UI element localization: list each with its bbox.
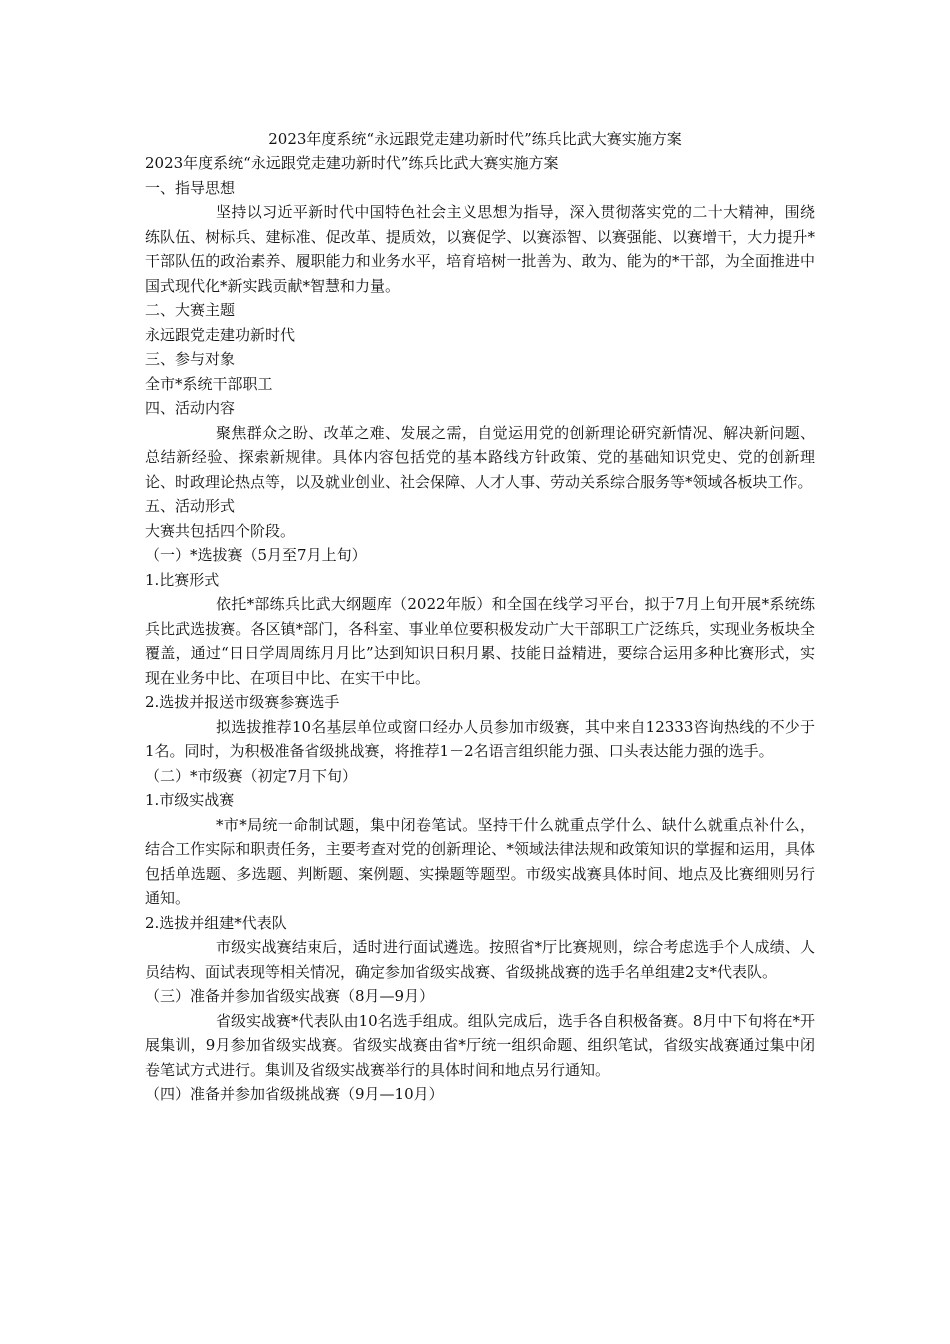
item-heading-form-team: 2.选拔并组建*代表队 [145,913,287,932]
paragraph-guiding-ideology: 坚持以习近平新时代中国特色社会主义思想为指导，深入贯彻落实党的二十大精神，围绕练队伍、树标兵、建标准、促改革、提质效，以赛促学、以赛添智、以赛强能、以赛增干，大力提升*干部队伍的政治素养、履职能力和业务水平，培育培树一批善为、敢为、能为的*干部，为全面推进中国式现代化*新实践贡献*智慧和力量。 [145,203,815,295]
document-body [145,151,815,1107]
stage-heading-provincial-practical: （三）准备并参加省级实战赛（8月—9月） [145,987,435,1005]
stage-heading-selection: （一）*选拔赛（5月至7月上旬） [145,546,367,564]
paragraph-activity-content: 聚焦群众之盼、改革之难、发展之需，自觉运用党的创新理论研究新情况、解决新问题、总结新经验、探索新规律。具体内容包括党的基本路线方针政策、党的基础知识党史、党的创新理论、时政理论热点等，以及就业创业、社会保障、人才人事、劳动关系综合服务等*领域各板块工作。 [145,423,815,491]
item-heading-competition-form: 1.比赛形式 [145,570,220,589]
document-title: 2023年度系统“永远跟党走建功新时代”练兵比武大赛实施方案 [268,130,682,148]
stage-heading-provincial-challenge: （四）准备并参加省级挑战赛（9月—10月） [145,1085,444,1103]
paragraph-form-team: 市级实战赛结束后，适时进行面试遴选。按照省*厅比赛规则，综合考虑选手个人成绩、人员结构、面试表现等相关情况，确定参加省级实战赛、省级挑战赛的选手名单组建2支*代表队。 [145,938,815,981]
paragraph-four-stages: 大赛共包括四个阶段。 [145,521,296,540]
paragraph-competition-form: 依托*部练兵比武大纲题库（2022年版）和全国在线学习平台，拟于7月上旬开展*系统练兵比武选拔赛。各区镇*部门，各科室、事业单位要积极发动广大干部职工广泛练兵，实现业务板块全覆盖，通过“日日学周周练月月比”达到知识日积月累、技能日益精进，要综合运用多种比赛形式，实现在业务中比、在项目中比、在实干中比。 [145,595,815,687]
item-heading-city-practical: 1.市级实战赛 [145,791,235,809]
paragraph-city-practical: *市*局统一命制试题，集中闭卷笔试。坚持干什么就重点学什么、缺什么就重点补什么，结合工作实际和职责任务，主要考查对党的创新理论、*领域法律法规和政策知识的掌握和运用，具体包括单选题、多选题、判断题、案例题、实操题等题型。市级实战赛具体时间、地点及比赛细则另行通知。 [145,815,815,907]
item-heading-select-contestants: 2.选拔并报送市级赛参赛选手 [145,693,340,711]
document-subtitle: 2023年度系统“永远跟党走建功新时代”练兵比武大赛实施方案 [145,154,559,172]
paragraph-select-contestants: 拟选拔推荐10名基层单位或窗口经办人员参加市级赛，其中来自12333咨询热线的不少于1名。同时，为积极准备省级挑战赛，将推荐1－2名语言组织能力强、口头表达能力强的选手。 [145,717,815,760]
section-heading-activity-form: 五、活动形式 [145,497,236,515]
participants-text: 全市*系统干部职工 [145,374,273,393]
section-heading-theme: 二、大赛主题 [145,301,236,319]
section-heading-guiding-ideology: 一、指导思想 [145,178,236,197]
theme-text: 永远跟党走建功新时代 [145,325,296,344]
section-heading-activity-content: 四、活动内容 [145,399,236,417]
stage-heading-city-level: （二）*市级赛（初定7月下旬） [145,766,358,785]
paragraph-provincial-practical: 省级实战赛*代表队由10名选手组成。组队完成后，选手各自积极备赛。8月中下旬将在*开展集训，9月参加省级实战赛。省级实战赛由省*厅统一组织命题、组织笔试，省级实战赛通过集中闭卷笔试方式进行。集训及省级实战赛举行的具体时间和地点另行通知。 [145,1011,815,1079]
section-heading-participants: 三、参与对象 [145,350,236,368]
